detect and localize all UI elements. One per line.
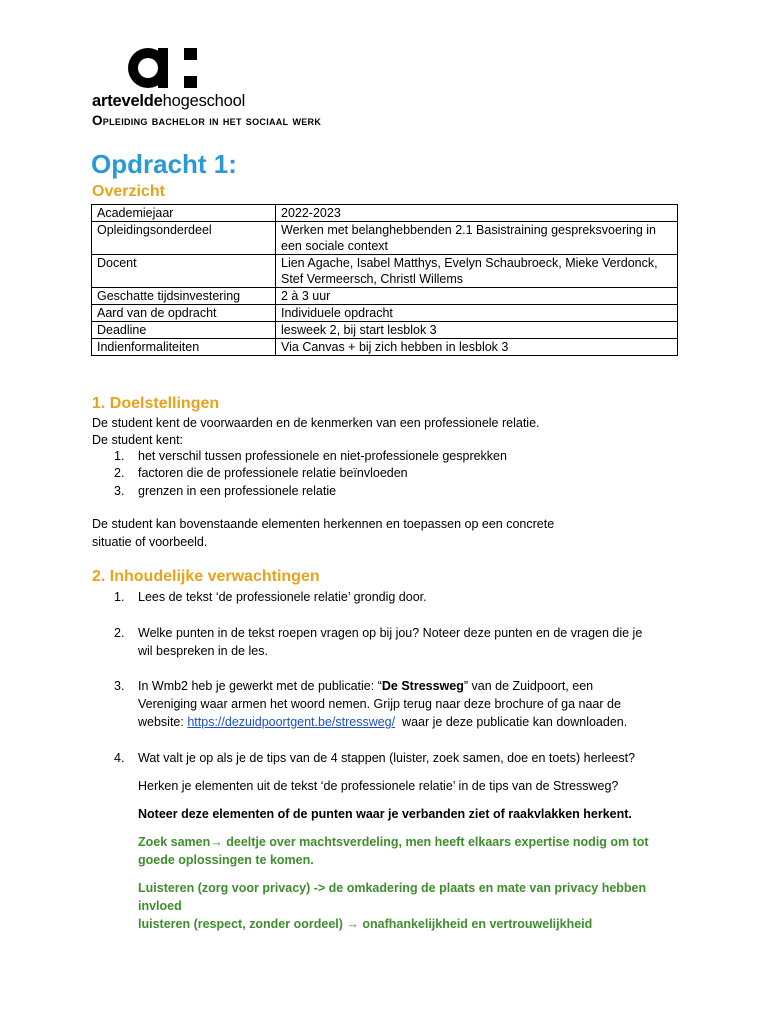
answer2-line3: luisteren (respect, zonder oordeel) → onafhankelijkheid en vertrouwelijkheid xyxy=(138,917,593,931)
list-number: 1. xyxy=(114,449,125,463)
row-value: Via Canvas + bij zich hebben in lesblok 3 xyxy=(276,339,678,356)
list-item: grenzen in een professionele relatie xyxy=(138,484,337,498)
row-key: Aard van de opdracht xyxy=(92,305,276,322)
item3-line1 xyxy=(138,678,593,695)
list-number: 3. xyxy=(114,679,125,693)
row-value: 2022-2023 xyxy=(276,205,678,222)
table-row xyxy=(92,322,678,339)
section2-heading: 2. Inhoudelijke verwachtingen xyxy=(92,568,320,585)
row-value: Lien Agache, Isabel Matthys, Evelyn Schaubroeck, Mieke Verdonck, Stef Vermeersch, Christl Willems xyxy=(276,255,678,288)
table-row xyxy=(92,222,678,255)
section1-knows: De student kent: xyxy=(92,433,184,447)
logo-word-bold: artevelde xyxy=(92,92,163,110)
section1-heading: 1. Doelstellingen xyxy=(92,395,220,412)
row-key: Academiejaar xyxy=(92,205,276,222)
program-subtitle: Opleiding bachelor in het sociaal werk xyxy=(92,113,322,128)
row-value: Werken met belanghebbenden 2.1 Basistraining gespreksvoering in een sociale context xyxy=(276,222,678,255)
row-key: Opleidingsonderdeel xyxy=(92,222,276,255)
row-key: Indienformaliteiten xyxy=(92,339,276,356)
logo-word-rest: hogeschool xyxy=(162,92,246,110)
table-row xyxy=(92,255,678,288)
list-number: 2. xyxy=(114,626,125,640)
logo-mark-icon xyxy=(124,46,204,90)
table-row xyxy=(92,205,678,222)
list-item: Lees de tekst ‘de professionele relatie’ grondig door. xyxy=(138,590,427,604)
overview-heading: Overzicht xyxy=(92,183,165,200)
list-item: het verschil tussen professionele en niet-professionele gesprekken xyxy=(138,449,507,463)
row-value: lesweek 2, bij start lesblok 3 xyxy=(276,322,678,339)
item3-line1-post: ” van de Zuidpoort, een xyxy=(463,679,594,693)
list-number: 3. xyxy=(114,484,125,498)
table-row xyxy=(92,305,678,322)
item4-line3: Noteer deze elementen of de punten waar je verbanden ziet of raakvlakken herkent. xyxy=(138,807,632,821)
table-row xyxy=(92,339,678,356)
answer2-line2: invloed xyxy=(138,899,182,913)
answer2-line1: Luisteren (zorg voor privacy) -> de omkadering de plaats en mate van privacy hebben xyxy=(138,881,647,895)
logo-wordmark xyxy=(92,92,245,111)
answer1-line2: goede oplossingen te komen. xyxy=(138,853,314,867)
overview-table xyxy=(91,204,678,356)
row-value: Individuele opdracht xyxy=(276,305,678,322)
row-key: Docent xyxy=(92,255,276,288)
artevelde-logo xyxy=(92,44,262,114)
section1-closing-line2: situatie of voorbeeld. xyxy=(92,535,208,549)
item2-line2: wil bespreken in de les. xyxy=(138,644,268,658)
stressweg-link[interactable]: https://dezuidpoortgent.be/stressweg/ xyxy=(187,715,396,729)
list-item: factoren die de professionele relatie beïnvloeden xyxy=(138,466,408,480)
answer1-line1: Zoek samen→ deeltje over machtsverdeling, men heeft elkaars expertise nodig om tot xyxy=(138,835,649,849)
stressweg-title: De Stressweg xyxy=(381,679,464,693)
item4-line1: Wat valt je op als je de tips van de 4 stappen (luister, zoek samen, doe en toets) herleest? xyxy=(138,751,636,765)
item3-line3 xyxy=(138,714,627,731)
item3-line3-post: waar je deze publicatie kan downloaden. xyxy=(395,715,628,729)
item3-line1-pre: In Wmb2 heb je gewerkt met de publicatie: “ xyxy=(138,679,382,693)
list-number: 4. xyxy=(114,751,125,765)
item4-line2: Herken je elementen uit de tekst ‘de professionele relatie’ in de tips van de Stressweg? xyxy=(138,779,619,793)
row-value: 2 à 3 uur xyxy=(276,288,678,305)
section1-closing-line1: De student kan bovenstaande elementen herkennen en toepassen op een concrete xyxy=(92,517,555,531)
list-number: 1. xyxy=(114,590,125,604)
page-title: Opdracht 1: xyxy=(91,149,237,179)
section1-intro: De student kent de voorwaarden en de kenmerken van een professionele relatie. xyxy=(92,416,540,430)
item3-line2: Vereniging waar armen het woord nemen. Grijp terug naar deze brochure of ga naar de xyxy=(138,697,621,711)
list-number: 2. xyxy=(114,466,125,480)
item2-line1: Welke punten in de tekst roepen vragen op bij jou? Noteer deze punten en de vragen die je xyxy=(138,626,643,640)
table-row xyxy=(92,288,678,305)
item3-line3-pre: website: xyxy=(138,715,188,729)
row-key: Geschatte tijdsinvestering xyxy=(92,288,276,305)
row-key: Deadline xyxy=(92,322,276,339)
